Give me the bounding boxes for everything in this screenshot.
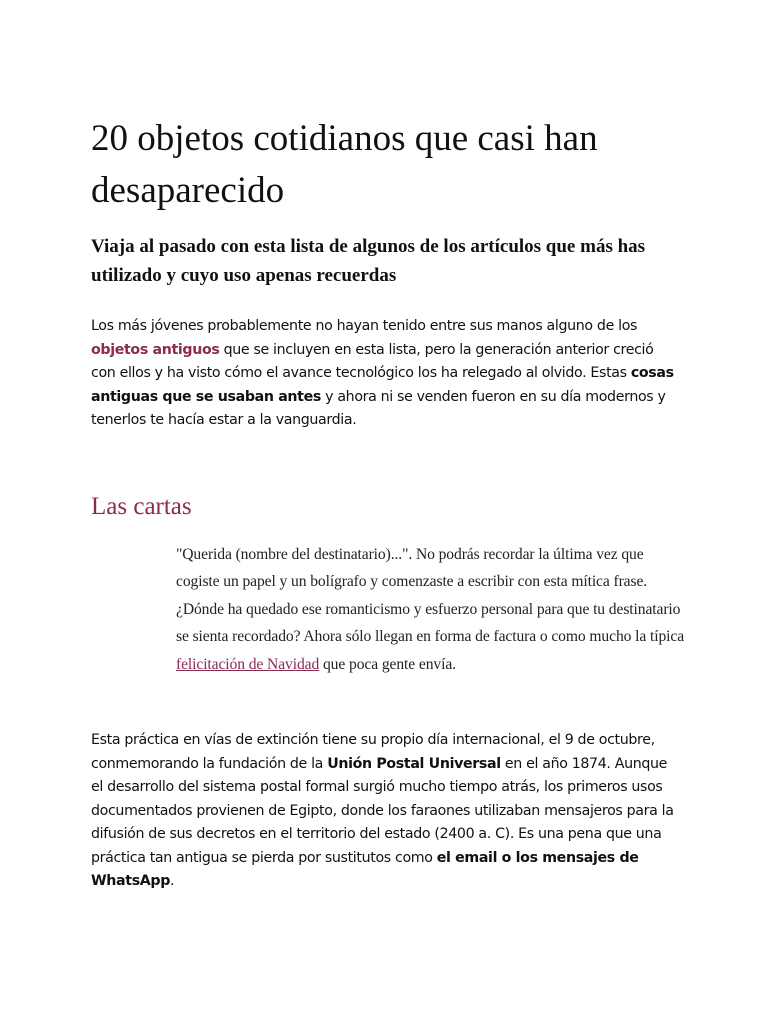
intro-paragraph [91,315,681,433]
intro-bold-text: cosas antiguas que se usaban antes [91,365,674,405]
intro-text-1: Los más jóvenes probablemente no hayan tenido entre sus manos alguno de los [91,318,638,334]
felicitacion-de-navidad-link[interactable]: felicitación de Navidad [176,655,320,673]
objetos-antiguos-link[interactable]: objetos antiguos [91,341,220,358]
section-heading-las-cartas: Las cartas [91,493,192,520]
body-paragraph [91,729,681,894]
article-title: 20 objetos cotidianos que casi han desaparecido [91,118,598,211]
article-subtitle: Viaja al pasado con esta lista de algunos de los artículos que más has utilizado y cuyo uso apenas recuerdas [91,236,646,286]
quote-text-2: que poca gente envía. [319,655,456,673]
body-text-1: Esta práctica en vías de extinción tiene su propio día internacional, el 9 de octubre, conmemorando la fundación de la [91,732,655,772]
intro-text-3: y ahora ni se venden fueron en su día modernos y tenerlos te hacía estar a la vanguardia. [91,388,666,428]
blockquote [176,541,686,678]
quote-text-1: "Querida (nombre del destinatario)...". No podrás recordar la última vez que cogiste un papel y un bolígrafo y comenzaste a escribir con esta mítica frase. ¿Dónde ha quedado ese romanticismo y esfuerzo personal para que tu destinatario se sienta recordado? Ahora sólo llegan en forma de factura o como mucho la típica [176,546,685,646]
email-whatsapp-text: el email o los mensajes de WhatsApp [91,849,639,889]
union-postal-universal-text: Unión Postal Universal [327,755,501,772]
intro-text-2: que se incluyen en esta lista, pero la generación anterior creció con ellos y ha visto cómo el avance tecnológico los ha relegado al olvido. Estas [91,341,654,381]
body-text-2: en el año 1874. Aunque el desarrollo del sistema postal formal surgió mucho tiempo atrás, los primeros usos documentados provienen de Egipto, donde los faraones utilizaban mensajeros para la difusión de sus decretos en el territorio del estado (2400 a. C). Es una pena que una práctica tan antigua se pierda por sustitutos como [91,755,674,866]
body-text-3: . [170,873,175,889]
